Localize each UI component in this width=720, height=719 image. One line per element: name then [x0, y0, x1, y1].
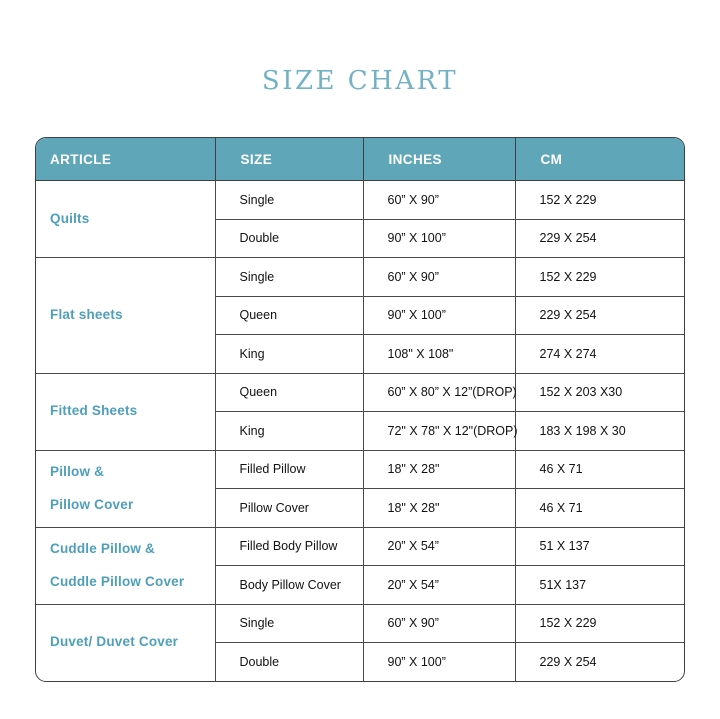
article-cell	[36, 604, 215, 681]
table-row	[36, 373, 685, 412]
article-label: Duvet/ Duvet Cover	[50, 634, 179, 650]
size-table-body	[36, 181, 685, 681]
table-row	[36, 450, 685, 489]
table-row	[36, 258, 685, 297]
column-header-article: ARTICLE	[36, 138, 215, 181]
article-label-group	[50, 307, 211, 323]
cm-cell: 229 X 254	[515, 219, 685, 258]
inches-cell: 90” X 100”	[363, 296, 515, 335]
table-header	[36, 138, 685, 181]
article-label: Quilts	[50, 210, 90, 226]
size-cell: Queen	[215, 373, 363, 412]
cm-cell: 152 X 229	[515, 258, 685, 297]
size-cell: King	[215, 412, 363, 451]
inches-cell: 72" X 78" X 12"(DROP)	[363, 412, 515, 451]
size-cell: Double	[215, 643, 363, 681]
article-label-group	[50, 464, 211, 513]
size-cell: Queen	[215, 296, 363, 335]
inches-cell: 18" X 28"	[363, 450, 515, 489]
size-cell: Single	[215, 604, 363, 643]
column-header-cm: CM	[515, 138, 685, 181]
inches-cell: 90” X 100”	[363, 219, 515, 258]
header-row	[36, 138, 685, 181]
article-label: Pillow &	[50, 463, 105, 479]
size-cell: Double	[215, 219, 363, 258]
size-cell: Body Pillow Cover	[215, 566, 363, 605]
article-label-group	[50, 634, 211, 650]
article-cell	[36, 181, 215, 258]
cm-cell: 183 X 198 X 30	[515, 412, 685, 451]
inches-cell: 18" X 28"	[363, 489, 515, 528]
article-label: Pillow Cover	[50, 497, 134, 512]
size-cell: King	[215, 335, 363, 374]
cm-cell: 229 X 254	[515, 643, 685, 681]
table-row	[36, 604, 685, 643]
cm-cell: 152 X 203 X30	[515, 373, 685, 412]
size-cell: Single	[215, 181, 363, 220]
size-cell: Single	[215, 258, 363, 297]
article-cell	[36, 450, 215, 527]
inches-cell: 90” X 100”	[363, 643, 515, 681]
article-label: Fitted Sheets	[50, 403, 138, 419]
article-label: Cuddle Pillow &	[50, 540, 156, 556]
inches-cell: 108" X 108"	[363, 335, 515, 374]
cm-cell: 51X 137	[515, 566, 685, 605]
table-row	[36, 527, 685, 566]
cm-cell: 152 X 229	[515, 604, 685, 643]
article-label-group	[50, 403, 211, 419]
cm-cell: 46 X 71	[515, 450, 685, 489]
inches-cell: 20” X 54”	[363, 566, 515, 605]
article-cell	[36, 258, 215, 374]
page-title: SIZE CHART	[261, 66, 459, 96]
cm-cell: 46 X 71	[515, 489, 685, 528]
inches-cell: 60” X 90”	[363, 181, 515, 220]
article-cell	[36, 527, 215, 604]
size-cell: Pillow Cover	[215, 489, 363, 528]
cm-cell: 51 X 137	[515, 527, 685, 566]
inches-cell: 60” X 90”	[363, 604, 515, 643]
article-label: Cuddle Pillow Cover	[50, 574, 185, 589]
column-header-inches: INCHES	[363, 138, 515, 181]
size-chart-table-container	[35, 137, 685, 682]
article-label: Flat sheets	[50, 307, 123, 323]
cm-cell: 229 X 254	[515, 296, 685, 335]
article-cell	[36, 373, 215, 450]
article-label-group	[50, 211, 211, 227]
inches-cell: 20” X 54”	[363, 527, 515, 566]
inches-cell: 60” X 80” X 12”(DROP)	[363, 373, 515, 412]
size-chart-table	[36, 138, 685, 681]
size-cell: Filled Pillow	[215, 450, 363, 489]
article-label-group	[50, 541, 211, 590]
cm-cell: 152 X 229	[515, 181, 685, 220]
inches-cell: 60” X 90”	[363, 258, 515, 297]
column-header-size: SIZE	[215, 138, 363, 181]
table-row	[36, 181, 685, 220]
size-cell: Filled Body Pillow	[215, 527, 363, 566]
cm-cell: 274 X 274	[515, 335, 685, 374]
